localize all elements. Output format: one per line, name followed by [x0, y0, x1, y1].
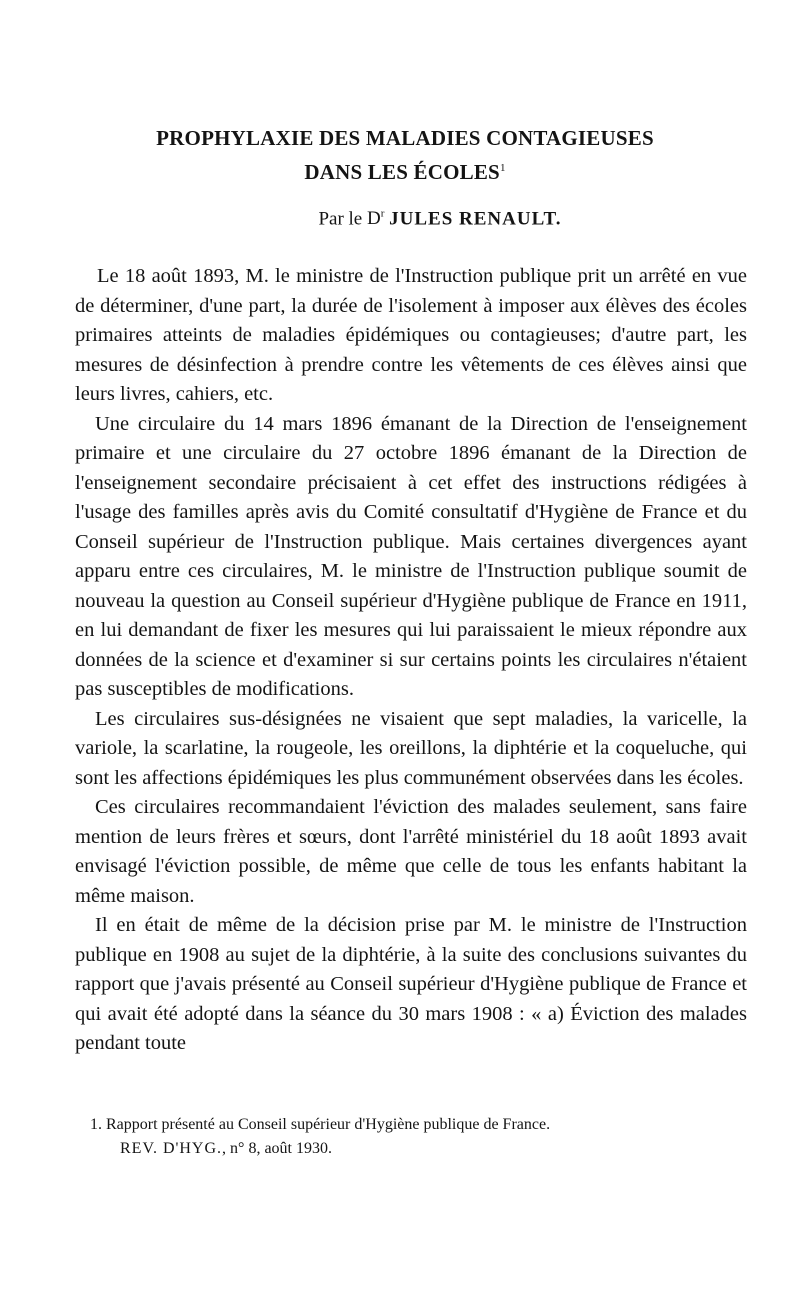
author-byline	[60, 208, 800, 230]
byline-doctor-abbrev	[367, 208, 384, 229]
paragraph-4: Ces circulaires recommandaient l'éviction des malades seulement, sans faire mention de leurs frères et sœurs, dont l'arrêté ministériel du 18 août 1893 avait envisagé l'éviction possible, de même que celle de tous les enfants habitant la même maison.	[75, 796, 747, 907]
footnote-line	[90, 1113, 730, 1137]
paragraph-3: Les circulaires sus-désignées ne visaient que sept maladies, la varicelle, la variole, la scarlatine, la rougeole, les oreillons, la diphtérie et la coqueluche, qui sont les affections épidémiques les plus communément observées dans les écoles.	[75, 707, 747, 789]
byline-prefix: Par le	[318, 208, 363, 230]
article-title-line-2	[60, 160, 750, 185]
paragraph-1: Le 18 août 1893, M. le ministre de l'Instruction publique prit un arrêté en vue de déterminer, d'une part, la durée de l'isolement à imposer aux élèves des écoles primaires atteints de maladies épidémiques ou contagieuses; d'autre part, les mesures de désinfection à prendre contre les vêtements de ces élèves ainsi que leurs livres, cahiers, etc.	[75, 265, 747, 405]
footnote-text: Rapport présenté au Conseil supérieur d'Hygiène publique de France.	[106, 1116, 551, 1133]
footnote	[90, 1113, 730, 1161]
title-footnote-marker: 1	[499, 162, 506, 174]
article-title-line-1: PROPHYLAXIE DES MALADIES CONTAGIEUSES	[156, 126, 654, 150]
journal-reference	[90, 1137, 730, 1161]
paragraph-5: Il en était de même de la décision prise par M. le ministre de l'Instruction publique en 1908 au sujet de la diphtérie, à la suite des conclusions suivantes du rapport que j'avais présenté au Conseil supérieur d'Hygiène publique de France et qui avait été adopté dans la séance du 30 mars 1908 : « a) Éviction des malades pendant toute	[75, 914, 747, 1054]
author-name: JULES RENAULT.	[389, 208, 562, 230]
byline-dr-letter: D	[367, 208, 381, 230]
paragraph-2: Une circulaire du 14 mars 1896 émanant de la Direction de l'enseignement primaire et une circulaire du 27 octobre 1896 émanant de la Direction de l'enseignement secondaire précisaient à cet effet des instructions rédigées à l'usage des familles après avis du Comité consultatif d'Hygiène de France et du Conseil supérieur de l'Instruction publique. Mais certaines divergences ayant apparu entre ces circulaires, M. le ministre de l'Instruction publique soumit de nouveau la question au Conseil supérieur d'Hygiène publique de France en 1911, en lui demandant de fixer les mesures qui lui paraissaient le mieux répondre aux données de la science et d'examiner si sur certains points les circulaires n'étaient pas susceptibles de modifications.	[75, 412, 747, 700]
byline-dr-superscript: r	[380, 208, 385, 220]
journal-issue: , n° 8, août 1930.	[222, 1140, 332, 1157]
footnote-number: 1.	[90, 1116, 102, 1133]
journal-name: REV. D'HYG.	[120, 1140, 223, 1157]
article-title-line-2-text: DANS LES ÉCOLES	[304, 160, 500, 184]
article-body	[75, 262, 747, 1059]
